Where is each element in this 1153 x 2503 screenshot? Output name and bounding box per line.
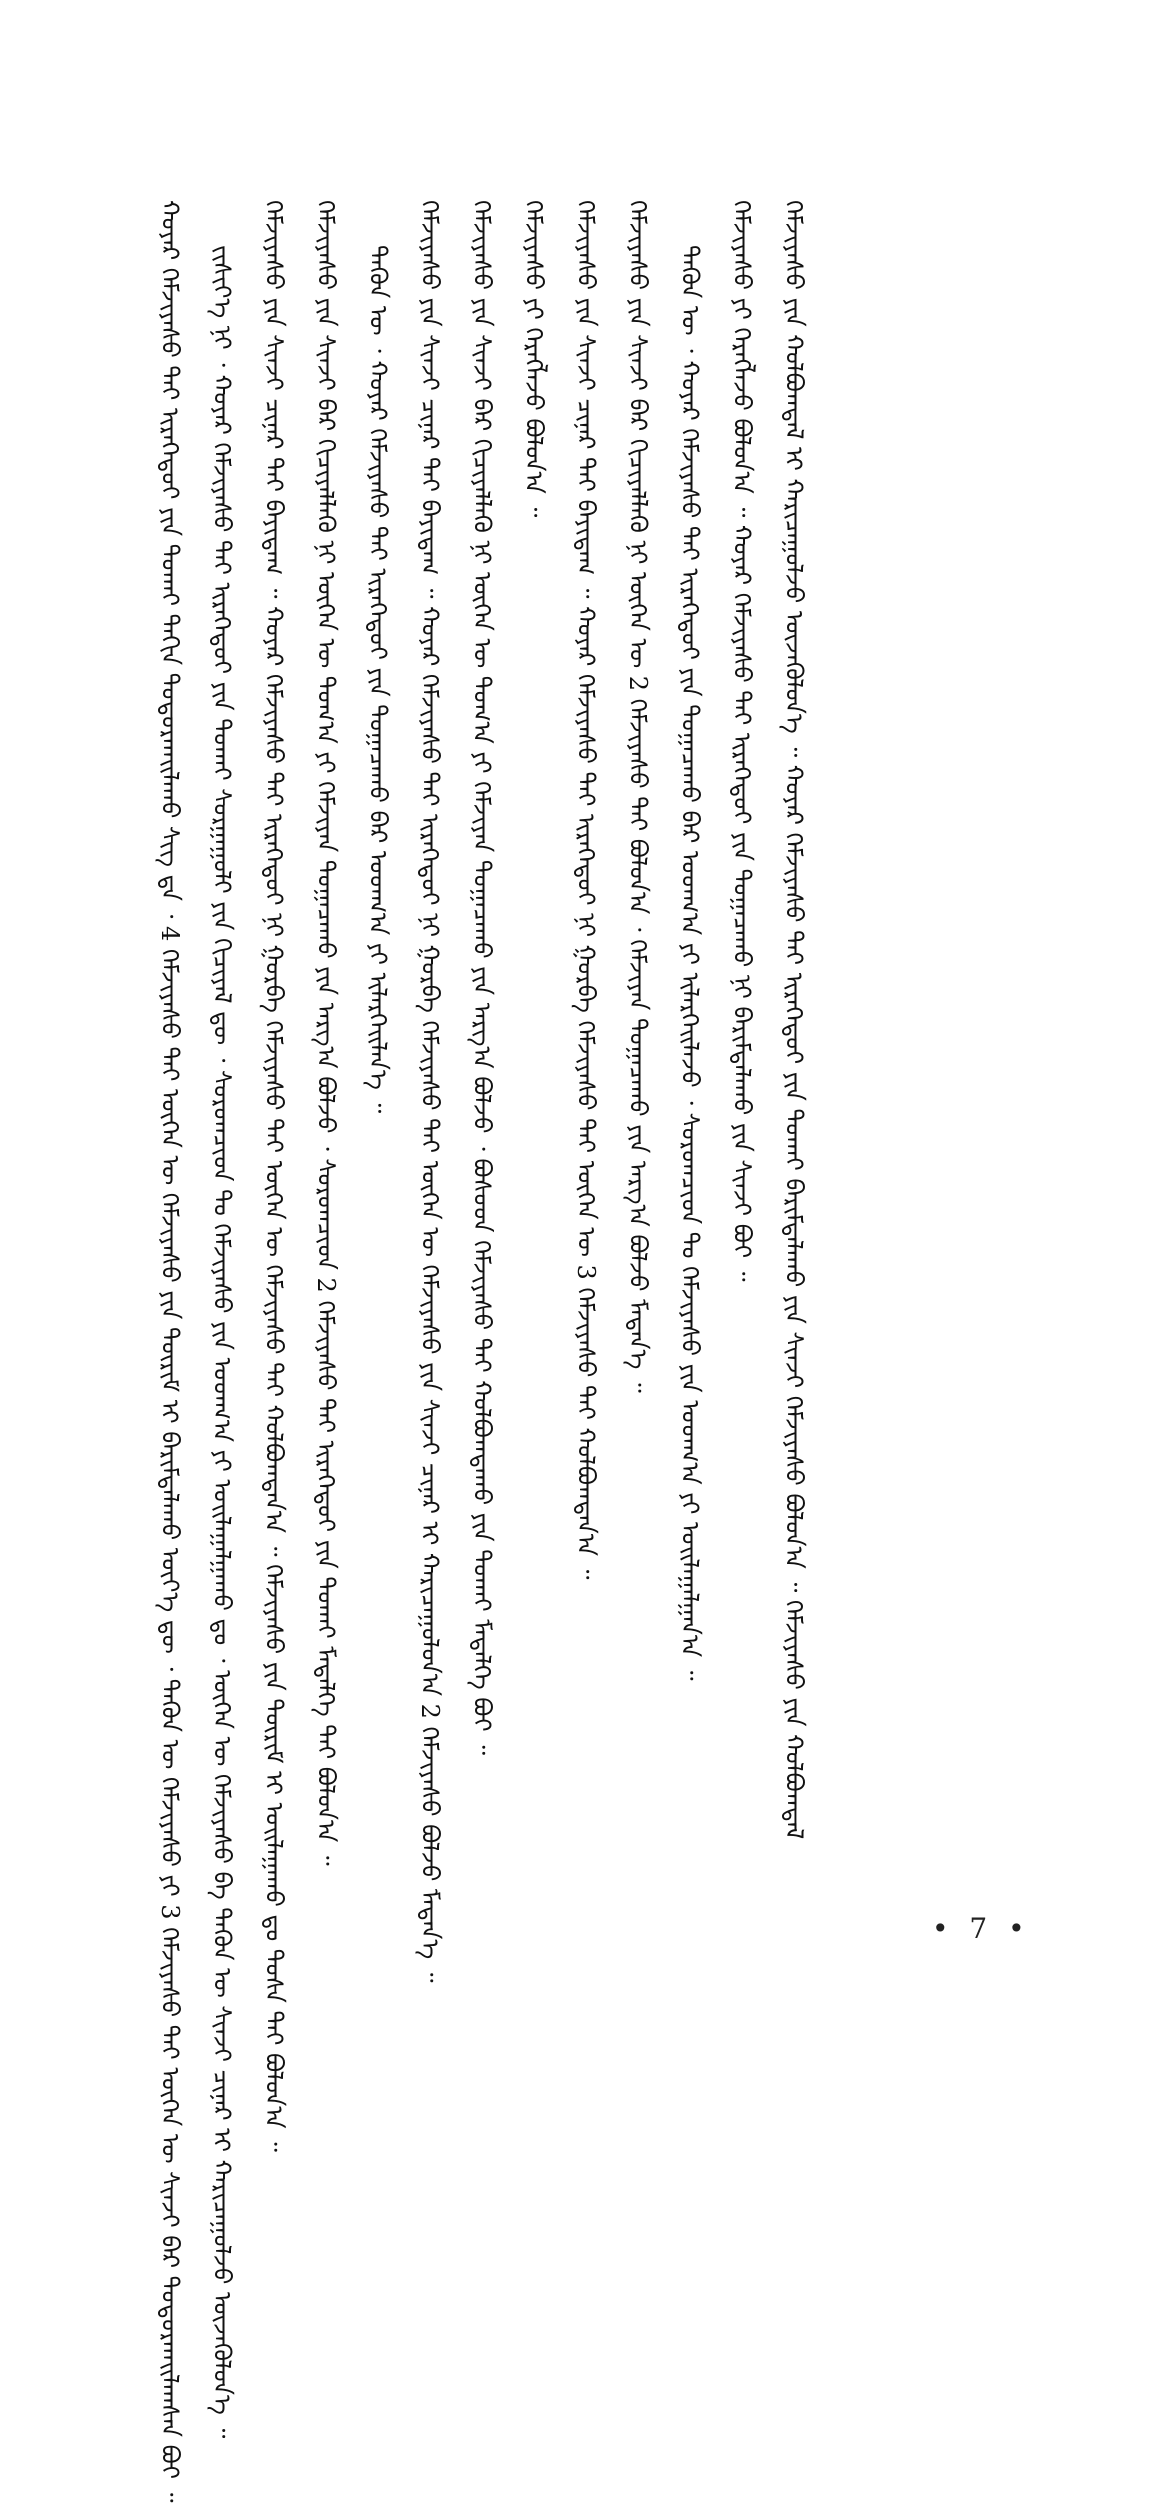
text-line: ᠬᠡᠮᠵᠢᠶᠡᠰᠦ ᠶᠢ ᠬᠡᠷᠡᠭᠯᠡᠵᠦ ᠪᠣᠯᠤᠨ᠎ᠠ ᠃ ᠬᠣᠶᠠᠷ ᠬᠡᠮᠵᠢᠶᠡᠰᠦ ᠲᠠᠢ ᠢᠷᠡᠭᠡᠳᠦᠢ ᠶᠢᠨ ᠲᠣᠭᠠᠴᠠᠬᠤ ᠨᠢ ᠪᠠᠷᠢᠮᠲᠠᠯᠠᠬᠤ ᠶᠢᠨ ᠰᠢᠨᠵᠢ ᠪᠤᠢ ᠃ xyxy=(728,200,756,1282)
text-line: ᠬᠡᠮᠵᠢᠶᠡᠰᠦ ᠶᠢ ᠬᠡᠷᠡᠭᠯᠡᠵᠦ ᠪᠣᠯᠤᠨ᠎ᠠ ᠃ xyxy=(520,200,548,518)
text-line: ᠬᠡᠮᠵᠢᠶᠡᠰᠦ ᠶᠢᠨ ᠰᠢᠨᠵᠢ ᠪᠠᠷ ᠬᠢᠴᠢᠶᠡᠯᠯᠡᠬᠦ ᠨᠢ ᠦᠭᠡᠨ ᠦ 2 ᠬᠡᠮᠵᠢᠶᠡᠰᠦ ᠲᠠᠢ ᠪᠣᠯᠤᠨ᠎ᠠ ᠂ ᠬᠡᠮᠵᠢᠶᠡᠨ ᠲᠣᠭᠠᠴᠠᠬᠤ ᠶᠢᠨ ᠠᠷᠭ᠎ᠠ ᠪᠣᠯᠵᠤ ᠮᠡᠳᠡᠨ᠎ᠡ ᠃ xyxy=(624,200,652,1393)
text-line: ᠬᠡᠮᠵᠢᠶᠡᠰᠦ ᠶᠢᠨ ᠬᠣᠯᠪᠣᠭᠳᠠᠯ ᠢ ᠬᠠᠷᠢᠴᠠᠭᠤᠯᠵᠤ ᠦᠵᠡᠭᠦᠯᠦᠨ᠎ᠡ ᠃ ᠬᠣᠶᠠᠷ ᠬᠡᠮᠵᠢᠶᠡᠰᠦ ᠲᠠᠢ ᠢᠷᠡᠭᠡᠳᠦᠢ ᠶᠢᠨ ᠲᠤᠬᠠᠢ ᠪᠠᠷᠢᠮᠲᠠᠯᠠᠬᠤ ᠶᠢᠨ ᠰᠢᠨᠵᠢ ᠬᠡᠮᠵᠢᠶᠡᠰᠦ ᠪᠣᠯᠤᠨ᠎ᠠ ᠃ ᠬᠡᠮᠵᠢᠶᠡᠰᠦ ᠶᠢᠨ ᠬᠣᠯᠪᠣᠭᠳᠠᠯ xyxy=(780,200,808,1840)
page-number: • 7 • xyxy=(932,1912,1031,1945)
text-line: ᠲᠡᠭᠦᠨ ᠦ ᠂ ᠬᠣᠶᠠᠷ ᠬᠡᠮᠵᠢᠶᠡᠰᠦ ᠲᠠᠢ ᠢᠷᠡᠭᠡᠳᠦᠢ ᠶᠢᠨ ᠲᠣᠭᠠᠴᠠᠬᠤ ᠪᠠᠷ ᠤᠳᠬ᠎ᠠ ᠶᠢ ᠢᠯᠡᠷᠬᠡᠢᠯᠡᠨ᠎ᠡ ᠃ xyxy=(364,245,392,1114)
text-line: ᠲᠡᠭᠦᠨ ᠦ ᠂ ᠬᠣᠶᠠᠷ ᠬᠡᠮᠵᠢᠶᠡᠰᠦ ᠲᠠᠢ ᠢᠷᠡᠭᠡᠳᠦᠢ ᠶᠢᠨ ᠲᠣᠭᠠᠴᠠᠬᠤ ᠪᠠᠷ ᠤᠳᠬ᠎ᠠ ᠶᠢ ᠢᠯᠡᠷᠬᠡᠢᠯᠡᠵᠦ ᠂ ᠰᠤᠷᠤᠭᠴᠢᠳ ᠲᠤ ᠬᠡᠮᠵᠢᠶᠡᠰᠦ ᠶᠢᠨ ᠤᠳᠬ᠎ᠠ ᠶᠢ ᠣᠢᠯᠠᠭᠠᠯᠭᠠᠨ᠎ᠠ ᠃ xyxy=(676,245,704,1681)
text-line: ᠬᠡᠮᠵᠢᠶᠡᠰᠦ ᠶᠢᠨ ᠰᠢᠨᠵᠢ ᠪᠠᠷ ᠬᠢᠴᠢᠶᠡᠯᠯᠡᠬᠦ ᠨᠢ ᠦᠭᠡᠨ ᠦ ᠲᠣᠭ᠎ᠠ ᠶᠢ ᠬᠡᠮᠵᠢᠶᠡᠨ ᠲᠣᠭᠠᠴᠠᠬᠤ ᠶᠢᠨ ᠠᠷᠭ᠎ᠠ ᠪᠣᠯᠵᠤ ᠂ ᠪᠤᠰᠤᠳ ᠬᠡᠮᠵᠢᠶᠡᠰᠦ ᠲᠠᠢ ᠬᠣᠯᠪᠣᠭᠳᠠᠬᠤ ᠶᠢᠨ ᠲᠤᠬᠠᠢ ᠮᠡᠳᠡᠯᠭᠡ ᠪᠤᠢ ᠃ xyxy=(468,200,496,1756)
text-line: ᠵᠢᠱᠢᠶ᠎ᠡ ᠨᠢ ᠂ ᠬᠣᠶᠠᠷ ᠬᠡᠮᠵᠢᠶᠡᠰᠦ ᠲᠠᠢ ᠢᠷᠡᠭᠡᠳᠦᠢ ᠶᠢᠨ ᠲᠤᠬᠠᠢ ᠰᠤᠷᠭᠠᠭᠤᠯᠢ ᠶᠢᠨ ᠬᠢᠴᠢᠶᠡᠯ ᠳᠦ ᠂ ᠰᠤᠷᠤᠭᠴᠢᠳ ᠲᠤ ᠬᠡᠮᠵᠢᠶᠡᠰᠦ ᠶᠢᠨ ᠤᠳᠬ᠎ᠠ ᠶᠢ ᠣᠢᠯᠠᠭᠠᠯᠭᠠᠬᠤ ᠳᠤ ᠂ ᠦᠭᠡᠨ ᠦ ᠬᠡᠮᠵᠢᠶᠡᠰᠦ ᠪᠠ ᠲᠡᠭᠦᠨ ᠦ ᠰᠢᠨᠵᠢ ᠴᠢᠨᠠᠷ ᠢ ᠬᠠᠷᠢᠴᠠᠭᠤᠯᠵᠤ ᠦᠵᠡᠭᠦᠯᠦᠨ᠎ᠡ ᠃ xyxy=(208,245,236,2439)
text-line: ᠬᠡᠮᠵᠢᠶᠡᠰᠦ ᠶᠢᠨ ᠰᠢᠨᠵᠢ ᠴᠢᠨᠠᠷ ᠲᠠᠢ ᠪᠠᠶᠢᠳᠠᠭ ᠃ ᠬᠣᠶᠠᠷ ᠬᠡᠮᠵᠢᠶᠡᠰᠦ ᠲᠠᠢ ᠢᠷᠡᠭᠡᠳᠦᠢ ᠨᠢ ᠭᠤᠷᠪᠠ ᠬᠡᠮᠵᠢᠶᠡᠰᠦ ᠲᠠᠢ ᠦᠭᠡᠨ ᠦ ᠬᠡᠮᠵᠢᠶᠡᠰᠦ ᠶᠢᠨ ᠰᠢᠨᠵᠢ ᠴᠢᠨᠠᠷ ᠢ ᠬᠠᠷᠢᠴᠠᠭᠤᠯᠤᠨ᠎ᠠ 2 ᠬᠡᠮᠵᠢᠶᠡᠰᠦ ᠪᠣᠯᠵᠤ ᠮᠡᠳᠡᠨ᠎ᠡ ᠃ xyxy=(416,200,444,1983)
text-line: ᠬᠡᠮᠵᠢᠶᠡᠰᠦ ᠶᠢᠨ ᠰᠢᠨᠵᠢ ᠪᠠᠷ ᠬᠢᠴᠢᠶᠡᠯᠯᠡᠬᠦ ᠨᠢ ᠦᠭᠡᠨ ᠦ ᠲᠣᠭ᠎ᠠ ᠶᠢ ᠬᠡᠮᠵᠢᠶᠡᠨ ᠲᠣᠭᠠᠴᠠᠬᠤ ᠶᠢᠨ ᠠᠷᠭ᠎ᠠ ᠪᠣᠯᠵᠤ ᠂ ᠰᠤᠷᠤᠭᠴᠢᠳ 2 ᠬᠡᠮᠵᠢᠶᠡᠰᠦ ᠲᠠᠢ ᠢᠷᠡᠭᠡᠳᠦᠢ ᠶᠢᠨ ᠲᠤᠬᠠᠢ ᠮᠡᠳᠡᠯᠭᠡ ᠲᠠᠢ ᠪᠣᠯᠤᠨ᠎ᠠ ᠃ xyxy=(312,200,340,1866)
text-line: ᠬᠣᠶᠠᠷ ᠬᠡᠮᠵᠢᠶᠡᠰᠦ ᠲᠠᠢ ᠢᠷᠡᠭᠡᠳᠦᠢ ᠶᠢᠨ ᠲᠤᠬᠠᠢ ᠳᠠᠬᠢᠨ ᠲᠣᠳᠤᠷᠬᠠᠢᠯᠠᠬᠤ ᠰᠢᠭ ᠳᠡ ᠂ 4 ᠬᠡᠮᠵᠢᠶᠡᠰᠦ ᠲᠠᠢ ᠦᠭᠡᠨ ᠦ ᠬᠡᠮᠵᠢᠶᠡᠰᠦ ᠶᠢᠨ ᠳᠦᠷᠢᠮ ᠢ ᠪᠠᠷᠢᠮᠲᠠᠯᠠᠬᠤ ᠦᠶ᠎ᠡ ᠳᠦ ᠂ ᠲᠡᠭᠦᠨ ᠦ ᠬᠡᠮᠵᠢᠶᠡᠰᠦ ᠶᠢ 3 ᠬᠡᠮᠵᠢᠶᠡᠰᠦ ᠲᠠᠢ ᠦᠭᠡᠨ ᠦ ᠰᠢᠨᠵᠢ ᠪᠡᠷ ᠲᠣᠳᠤᠷᠬᠠᠢᠯᠠᠭᠰᠠᠨ ᠪᠤᠢ ᠃ xyxy=(156,200,184,2503)
vertical-text-block xyxy=(156,200,838,2503)
text-line: ᠬᠡᠮᠵᠢᠶᠡᠰᠦ ᠶᠢᠨ ᠰᠢᠨᠵᠢ ᠴᠢᠨᠠᠷ ᠲᠠᠢ ᠪᠠᠶᠢᠳᠠᠭ ᠃ ᠬᠣᠶᠠᠷ ᠬᠡᠮᠵᠢᠶᠡᠰᠦ ᠲᠠᠢ ᠢᠷᠡᠭᠡᠳᠦᠢ ᠨᠢ ᠭᠤᠷᠪᠠ ᠬᠡᠮᠵᠢᠶᠡᠰᠦ ᠲᠠᠢ ᠦᠭᠡᠨ ᠦ ᠬᠡᠮᠵᠢᠶᠡᠰᠦ ᠲᠡᠢ ᠬᠣᠯᠪᠣᠭᠳᠠᠨ᠎ᠠ ᠃ ᠬᠡᠮᠵᠢᠶᠡᠰᠦ ᠶᠢᠨ ᠳᠦᠷᠢᠮ ᠢ ᠣᠢᠯᠠᠭᠠᠬᠤ ᠳᠤ ᠲᠤᠰᠠ ᠲᠠᠢ ᠪᠣᠯᠤᠨ᠎ᠠ ᠃ xyxy=(260,200,288,2152)
text-line: ᠬᠡᠮᠵᠢᠶᠡᠰᠦ ᠶᠢᠨ ᠰᠢᠨᠵᠢ ᠴᠢᠨᠠᠷ ᠲᠠᠢ ᠪᠠᠶᠢᠳᠠᠭ ᠃ ᠬᠣᠶᠠᠷ ᠬᠡᠮᠵᠢᠶᠡᠰᠦ ᠲᠠᠢ ᠢᠷᠡᠭᠡᠳᠦᠢ ᠨᠢ ᠭᠤᠷᠪᠠ ᠬᠡᠮᠵᠢᠶᠡᠰᠦ ᠲᠠᠢ ᠦᠭᠡᠨ ᠦ 3 ᠬᠡᠮᠵᠢᠶᠡᠰᠦ ᠲᠠᠢ ᠬᠣᠯᠪᠣᠭᠳᠠᠨ᠎ᠠ ᠃ xyxy=(572,200,600,1580)
